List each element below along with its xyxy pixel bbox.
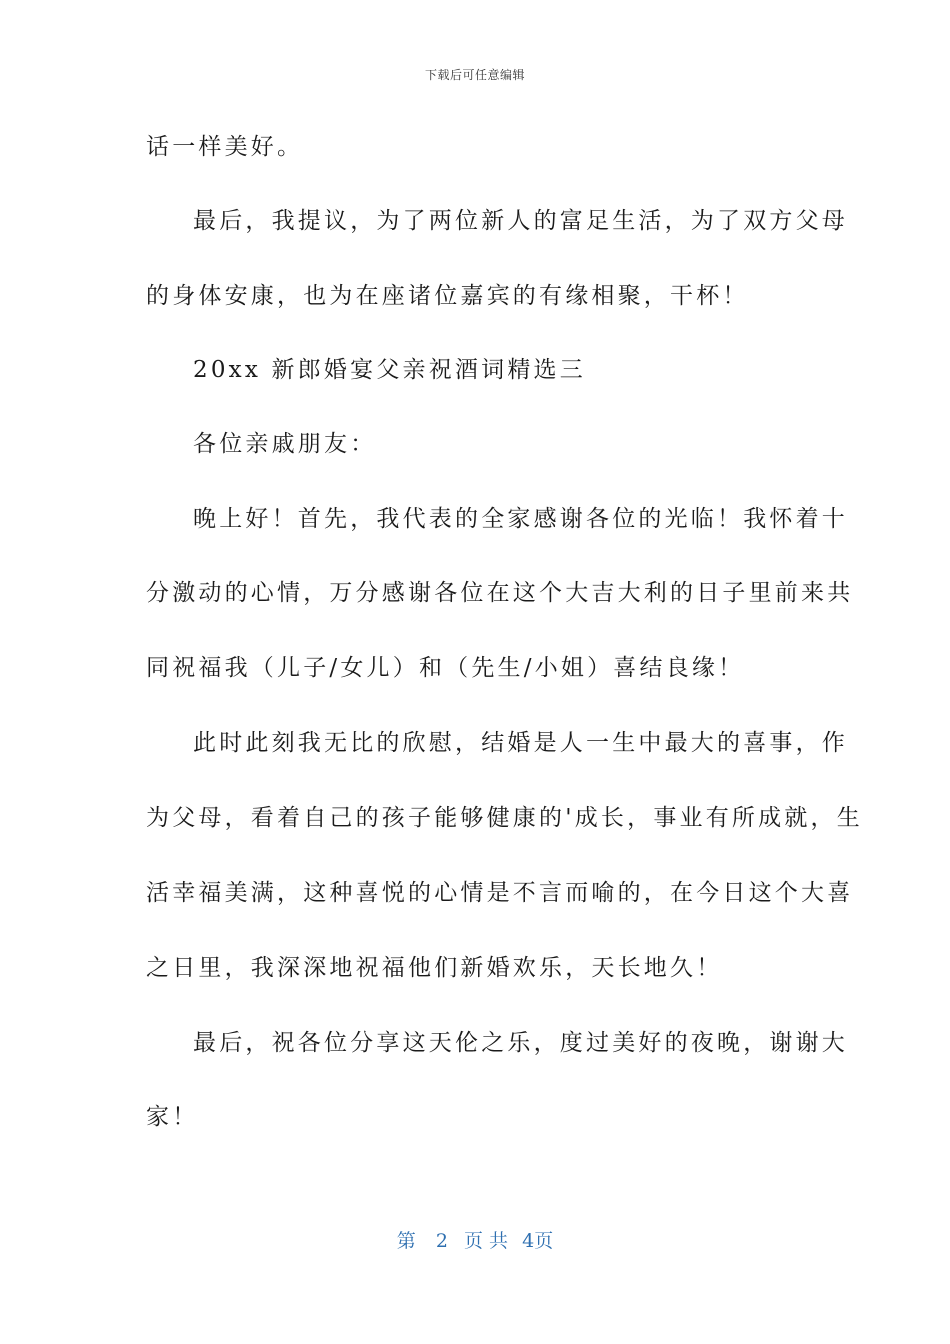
paragraph-line: 家！	[146, 1104, 199, 1130]
paragraph-line: 同祝福我（儿子/女儿）和（先生/小姐）喜结良缘！	[146, 655, 745, 681]
page-number-footer	[0, 1226, 950, 1253]
paragraph-line: 分激动的心情，万分感谢各位在这个大吉大利的日子里前来共	[146, 580, 854, 606]
page-label-suffix: 页	[534, 1230, 554, 1252]
page-label-mid: 页 共	[464, 1230, 509, 1252]
paragraph-line: 话一样美好。	[146, 134, 304, 160]
paragraph-line: 为父母，看着自己的孩子能够健康的'成长，事业有所成就，生	[146, 805, 863, 831]
paragraph-line: 最后，祝各位分享这天伦之乐，度过美好的夜晚，谢谢大	[193, 1030, 848, 1056]
header-note: 下载后可任意编辑	[424, 68, 525, 82]
section-heading: 20xx 新郎婚宴父亲祝酒词精选三	[193, 357, 586, 383]
paragraph-line: 此时此刻我无比的欣慰，结婚是人一生中最大的喜事，作	[193, 730, 848, 756]
paragraph-line: 晚上好！首先，我代表的全家感谢各位的光临！我怀着十	[193, 506, 848, 532]
paragraph-line: 的身体安康，也为在座诸位嘉宾的有缘相聚，干杯！	[146, 283, 749, 309]
paragraph-line: 最后，我提议，为了两位新人的富足生活，为了双方父母	[193, 208, 848, 234]
paragraph-line: 之日里，我深深地祝福他们新婚欢乐，天长地久！	[146, 955, 723, 981]
paragraph-line: 活幸福美满，这种喜悦的心情是不言而喻的，在今日这个大喜	[146, 880, 854, 906]
page-label-prefix: 第	[396, 1230, 416, 1252]
total-pages-number: 4	[522, 1230, 535, 1252]
current-page-number: 2	[435, 1230, 448, 1252]
salutation: 各位亲戚朋友：	[193, 431, 377, 457]
